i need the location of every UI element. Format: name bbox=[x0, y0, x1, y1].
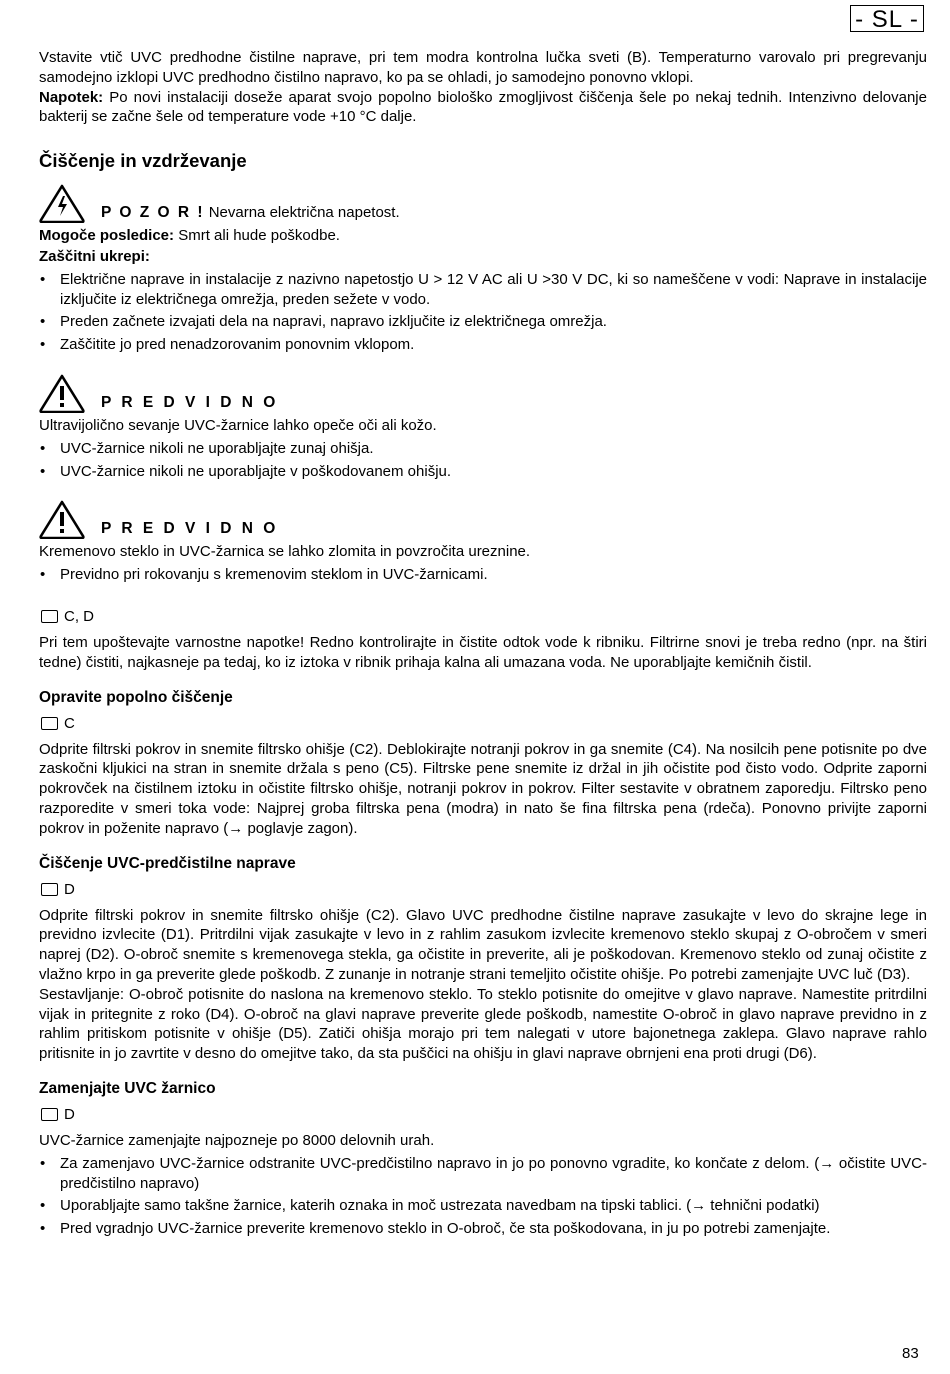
note-label: Napotek: bbox=[39, 88, 104, 106]
intro-paragraph: Vstavite vtič UVC predhodne čistilne naprave, pri tem modra kontrolna lučka sveti (B). Temperaturno varovalo pri pregrevanju samodejno izklopi UVC predhodno čistilno napravo, ko pa se ohladi, jo samodejno ponovno vklopi. bbox=[39, 49, 927, 86]
caution-header-2 bbox=[39, 491, 927, 539]
danger-measures-list bbox=[39, 270, 927, 355]
warning-icon bbox=[39, 499, 85, 539]
danger-header bbox=[39, 177, 927, 223]
intro-note bbox=[39, 88, 927, 128]
list-item: • Pred vgradnjo UVC-žarnice preverite kremenovo steklo in O-obroč, če sta poškodovana, in ju po potrebi zamenjajte. bbox=[39, 1219, 927, 1239]
full-cleaning-text: Odprite filtrski pokrov in snemite filtrsko ohišje (C2). Deblokirajte notranji pokrov in ga snemite (C4). Na nosilcih pene potisnite po dve zaskočni kljukici na stran in snemite držala s peno (C5). Filtrske pene snemite iz držal in jih očistite pod čisto vodo. Odprite zaporni pokrovček na čistilnem iztoku in očistite filtrsko ohišje, notranji pokrov in pokrov. Filter sestavite v obratnem zaporedju. Filtrsko peno razporedite v smeri toka vode: Najprej groba filtrska pena (modra) in nato še fina filtrska pena (rdeča). Ponovno privijte zaporni pokrov in poženite napravo (→ poglavje zagon). bbox=[39, 740, 927, 837]
caution-list-1 bbox=[39, 439, 927, 482]
caution-text-1: Ultravijolično sevanje UVC-žarnice lahko opeče oči ali kožo. bbox=[39, 416, 437, 434]
consequences bbox=[39, 226, 927, 246]
caution-header-1 bbox=[39, 365, 927, 413]
maintenance-general-text: Pri tem upoštevajte varnostne napotke! Redno kontrolirajte in čistite odtok vode k ribniku. Filtrirne snovi je treba redno (npr. na štiri tedne) čistiti, najkasneje pa tedaj, ko iz iztoka v ribnik prihaja kalna ali umazana voda. Ne uporabljajte kemičnih čistil. bbox=[39, 633, 927, 671]
figure-reference-label: D bbox=[64, 880, 75, 898]
figure-box-icon bbox=[41, 1108, 58, 1121]
figure-box-icon bbox=[41, 883, 58, 896]
language-tag: - SL - bbox=[850, 5, 924, 32]
list-item: • Preden začnete izvajati dela na napravi, napravo izključite iz električnega omrežja. bbox=[39, 312, 927, 332]
caution-signal-word: P R E D V I D N O bbox=[101, 520, 279, 538]
danger-line bbox=[101, 203, 400, 223]
list-item: • Uporabljajte samo takšne žarnice, katerih oznaka in moč ustrezata navedbam na tipski tablici. (→ tehnični podatki) bbox=[39, 1196, 927, 1216]
page-number: 83 bbox=[902, 1345, 919, 1362]
note-text: Po novi instalaciji doseže aparat svojo popolno biološko zmogljivost čiščenja šele po nekaj tednih. Intenzivno delovanje bakterij se začne šele od temperature vode +10 °C dalje. bbox=[39, 88, 927, 126]
list-item: • Električne naprave in instalacije z nazivno napetostjo U > 12 V AC ali U >30 V DC, ki so nameščene v vodi: Naprave in instalacije izključite iz električnega omrežja, preden sežete v vodo. bbox=[39, 270, 927, 310]
list-item: • Zaščitite jo pred nenadzorovanim ponovnim vklopom. bbox=[39, 335, 927, 355]
section-title-uvc-cleaning: Čiščenje UVC-predčistilne naprave bbox=[39, 854, 296, 872]
figure-reference-label: C bbox=[64, 714, 75, 732]
list-item: • UVC-žarnice nikoli ne uporabljajte zunaj ohišja. bbox=[39, 439, 927, 459]
section-title-replace-lamp: Zamenjajte UVC žarnico bbox=[39, 1079, 216, 1097]
figure-reference-label: D bbox=[64, 1106, 75, 1123]
electric-hazard-icon bbox=[39, 183, 85, 223]
figure-box-icon bbox=[41, 610, 58, 623]
warning-icon bbox=[39, 373, 85, 413]
list-item: • UVC-žarnice nikoli ne uporabljajte v poškodovanem ohišju. bbox=[39, 462, 927, 482]
replace-lamp-text: UVC-žarnice zamenjajte najpozneje po 8000 delovnih urah. bbox=[39, 1131, 435, 1149]
figure-reference bbox=[39, 714, 927, 734]
replace-lamp-list bbox=[39, 1154, 927, 1239]
measures-label bbox=[39, 247, 927, 267]
consequences-label: Mogoče posledice: bbox=[39, 227, 175, 245]
figure-reference bbox=[39, 880, 927, 900]
figure-reference bbox=[39, 1105, 927, 1125]
danger-text: Nevarna električna napetost. bbox=[204, 204, 400, 222]
figure-reference-label: C, D bbox=[64, 608, 94, 626]
consequences-text: Smrt ali hude poškodbe. bbox=[174, 227, 340, 245]
page-content bbox=[39, 48, 927, 1239]
section-title-maintenance: Čiščenje in vzdrževanje bbox=[39, 150, 247, 172]
caution-signal-word: P R E D V I D N O bbox=[101, 393, 279, 411]
uvc-cleaning-text: Odprite filtrski pokrov in snemite filtrsko ohišje (C2). Glavo UVC predhodne čistilne naprave zasukajte v levo do skrajne lege in previdno izvlecite (D1). Pritrdilni vijak zasukajte v levo in z rahlim zasukom izvlecite kremenovo steklo skupaj z O-obročem v smeri naprej (D2). O-obroč snemite s kremenovega stekla, ga očistite in preverite, ali je poškodovan. Kremenovo steklo od zunaj očistite z vlažno krpo in ga preverite glede poškodb. Z zunanje in notranje strani temeljito očistite ohišje. Po potrebi zamenjajte UVC luč (D3). bbox=[39, 906, 927, 983]
uvc-assembly-text: Sestavljanje: O-obroč potisnite do naslona na kremenovo steklo. To steklo potisnite do omejitve v glavo naprave. Namestite pritrdilni vijak in pritegnite z roko (D4). O-obroč na glavi naprave preverite glede poškodb, namestite O-obroč in glavo naprave previdno in z rahlim pritiskom potisnite v ohišje (D5). Zatiči ohišja morajo pri tem nalegati v utore bajonetnega zaklepa. Glavo naprave rahlo pritisnite in jo zavrtite v desno do omejitve tako, da sta puščici na ohišju in glavi naprave obrnjeni ena proti drugi (D6). bbox=[39, 985, 927, 1063]
list-item: • Za zamenjavo UVC-žarnice odstranite UVC-predčistilno napravo in jo po ponovno vgradite, ko končate z delom. (→ očistite UVC-predčistilno napravo) bbox=[39, 1154, 927, 1194]
caution-list-2 bbox=[39, 565, 927, 585]
figure-reference bbox=[39, 607, 927, 627]
figure-box-icon bbox=[41, 717, 58, 730]
danger-signal-word: P O Z O R ! bbox=[101, 204, 205, 222]
section-title-full-cleaning: Opravite popolno čiščenje bbox=[39, 688, 233, 706]
list-item: • Previdno pri rokovanju s kremenovim steklom in UVC-žarnicami. bbox=[39, 565, 927, 585]
caution-text-2: Kremenovo steklo in UVC-žarnica se lahko zlomita in povzročita ureznine. bbox=[39, 543, 531, 561]
measures-heading: Zaščitni ukrepi: bbox=[39, 247, 150, 265]
